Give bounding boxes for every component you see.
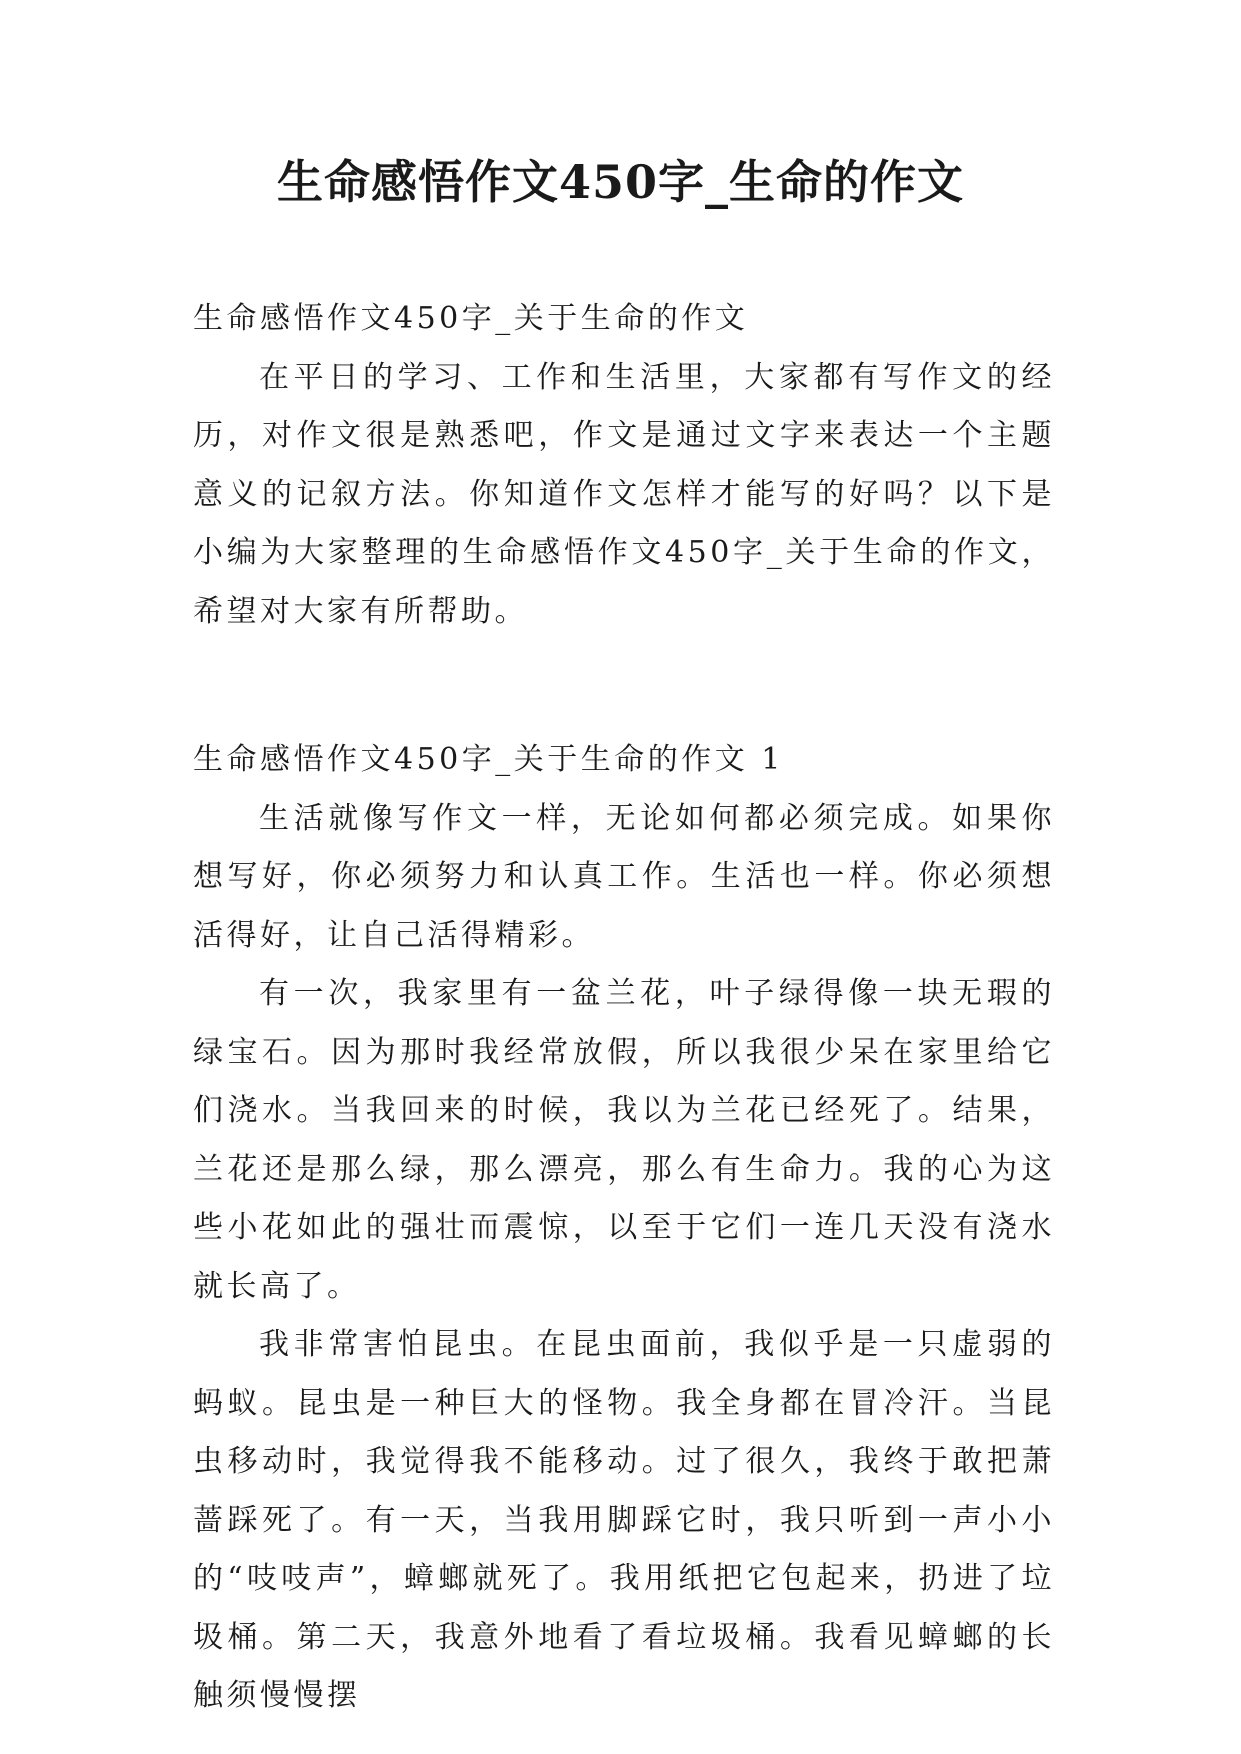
section-spacer [193,641,1055,731]
paragraph: 我非常害怕昆虫。在昆虫面前，我似乎是一只虚弱的蚂蚁。昆虫是一种巨大的怪物。我全身都在冒冷汗。当昆虫移动时，我觉得我不能移动。过了很久，我终于敢把萧蔷踩死了。有一天，当我用脚踩它时，我只听到一声小小的“吱吱声”，蟑螂就死了。我用纸把它包起来，扔进了垃圾桶。第二天，我意外地看了看垃圾桶。我看见蟑螂的长触须慢慢摆 [193,1327,1055,1713]
document-body [193,290,1055,1726]
paragraph: 有一次，我家里有一盆兰花，叶子绿得像一块无瑕的绿宝石。因为那时我经常放假，所以我很少呆在家里给它们浇水。当我回来的时候，我以为兰花已经死了。结果，兰花还是那么绿，那么漂亮，那么有生命力。我的心为这些小花如此的强壮而震惊，以至于它们一连几天没有浇水就长高了。 [193,976,1055,1304]
paragraph: 生活就像写作文一样，无论如何都必须完成。如果你想写好，你必须努力和认真工作。生活也一样。你必须想活得好，让自己活得精彩。 [193,800,1055,953]
section-heading: 生命感悟作文450字_关于生命的作文 1 [193,742,784,777]
section-heading: 生命感悟作文450字_关于生命的作文 [193,301,749,336]
paragraph: 在平日的学习、工作和生活里，大家都有写作文的经历，对作文很是熟悉吧，作文是通过文字来表达一个主题意义的记叙方法。你知道作文怎样才能写的好吗？以下是小编为大家整理的生命感悟作文450字_关于生命的作文，希望对大家有所帮助。 [193,359,1055,629]
document-title: 生命感悟作文450字_生命的作文 [276,155,965,209]
